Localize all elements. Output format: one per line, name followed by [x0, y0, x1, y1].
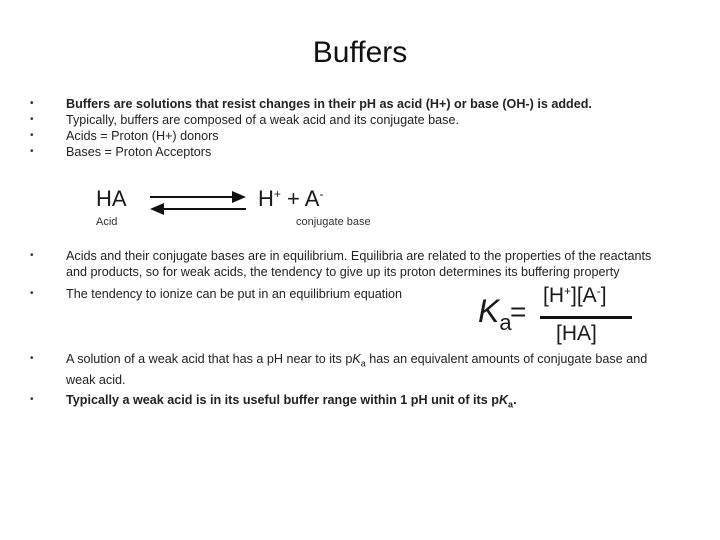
acid-label: Acid	[96, 216, 118, 228]
bullet-dot: •	[30, 98, 34, 109]
pka-subscript: a	[360, 358, 366, 369]
ka-equals: =	[510, 296, 527, 327]
list-item	[30, 351, 670, 388]
conjugate-base-charge: -	[319, 187, 324, 201]
ka-subscript: a	[499, 310, 512, 335]
bullet-dot: •	[30, 114, 34, 125]
bullet-text: .	[513, 392, 517, 407]
ka-symbol	[478, 293, 512, 335]
proton-symbol: H	[258, 186, 274, 211]
intro-bullet-list	[30, 96, 670, 160]
conjugate-base-symbol: + A	[280, 186, 320, 211]
ka-k: K	[478, 293, 500, 329]
conjugate-base-label: conjugate base	[296, 216, 371, 228]
page-title: Buffers	[312, 36, 408, 69]
bullet-dot: •	[30, 288, 34, 299]
bullet-dot: •	[30, 353, 34, 364]
buffer-range-bullet-list	[30, 351, 670, 412]
pka-k: K	[498, 392, 509, 407]
list-item	[30, 112, 670, 128]
bullet-text: Acids = Proton (H+) donors	[66, 129, 219, 143]
bullet-dot: •	[30, 146, 34, 157]
ka-denominator: [HA]	[556, 322, 597, 345]
list-item	[30, 392, 670, 413]
equation-reactant: HA	[96, 186, 127, 211]
equilibrium-arrows-icon	[148, 190, 248, 216]
numerator-part: [H	[543, 284, 564, 307]
bullet-text: A solution of a weak acid that has a pH near to its p	[66, 352, 353, 366]
numerator-charge: -	[596, 284, 601, 298]
bullet-dot: •	[30, 393, 34, 405]
list-item	[30, 248, 670, 280]
bullet-text: The tendency to ionize can be put in an equilibrium equation	[66, 287, 403, 301]
proton-charge: +	[273, 187, 281, 201]
equation-products	[258, 186, 323, 212]
bullet-text: Typically, buffers are composed of a weak acid and its conjugate base.	[66, 113, 459, 127]
numerator-part: ]	[600, 284, 607, 307]
bullet-text: Typically a weak acid is in its useful buffer range within 1 pH unit of its p	[66, 392, 499, 407]
bullet-text: Buffers are solutions that resist changes in their pH as acid (H+) or base (OH-) is added.	[66, 97, 592, 111]
pka-k: K	[352, 352, 361, 366]
ka-numerator	[543, 284, 607, 308]
bullet-text: has an equivalent amounts of conjugate base and weak acid.	[66, 352, 648, 387]
numerator-part: ][A	[571, 284, 597, 307]
list-item	[30, 144, 670, 160]
bullet-dot: •	[30, 250, 34, 261]
fraction-bar	[540, 316, 632, 319]
list-item	[30, 96, 670, 112]
bullet-dot: •	[30, 130, 34, 141]
bullet-text: Acids and their conjugate bases are in equilibrium. Equilibria are related to the properties of the reactants and products, so for weak acids, the tendency to give up its proton determines its buffering property	[66, 249, 652, 279]
list-item	[30, 128, 670, 144]
bullet-text: Bases = Proton Acceptors	[66, 145, 212, 159]
pka-subscript: a	[508, 399, 514, 410]
numerator-charge: +	[564, 284, 572, 298]
